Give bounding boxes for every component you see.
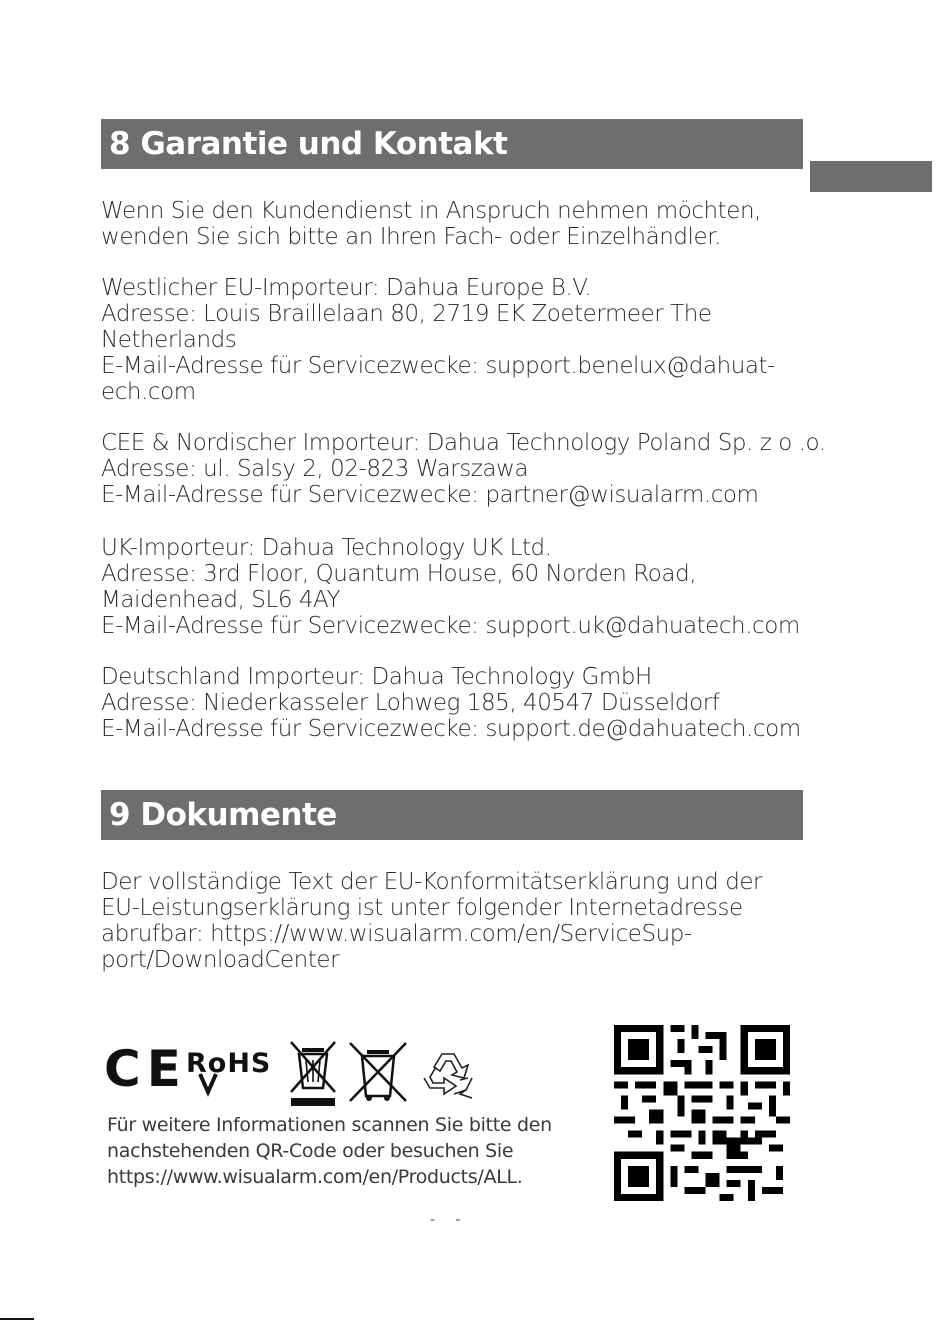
text-line: ech.com bbox=[101, 379, 196, 405]
paragraph-importer-cee bbox=[101, 430, 826, 508]
paragraph-importer-west-eu bbox=[101, 275, 811, 405]
paragraph-documents bbox=[101, 869, 811, 973]
text-line: Deutschland Importeur: Dahua Technology GmbH bbox=[101, 664, 652, 690]
text-line: Adresse: ul. Salsy 2, 02-823 Warszawa bbox=[101, 456, 529, 482]
text-line: Netherlands bbox=[101, 327, 237, 353]
text-line: nachstehenden QR-Code oder besuchen Sie bbox=[107, 1140, 514, 1162]
paragraph-service bbox=[101, 198, 811, 250]
rohs-icon: RoHS bbox=[186, 1048, 282, 1106]
text-line: E-Mail-Adresse für Servicezwecke: support.benelux@dahuat- bbox=[101, 353, 775, 379]
text-line: Adresse: Niederkasseler Lohweg 185, 40547 Düsseldorf bbox=[101, 690, 720, 716]
weee-bin-icon bbox=[288, 1038, 338, 1106]
section-title: 8 Garantie und Kontakt bbox=[109, 126, 508, 162]
qr-instructions bbox=[107, 1112, 552, 1190]
text-line: port/DownloadCenter bbox=[101, 947, 340, 973]
text-line: Maidenhead, SL6 4AY bbox=[101, 587, 341, 613]
compliance-logos bbox=[104, 1034, 484, 1106]
text-line: Wenn Sie den Kundendienst in Anspruch nehmen möchten, bbox=[101, 198, 761, 224]
text-line: EU-Leistungserklärung ist unter folgender Internetadresse bbox=[101, 895, 743, 921]
battery-bin-icon bbox=[347, 1040, 409, 1104]
text-line: abrufbar: https://www.wisualarm.com/en/ServiceSup- bbox=[101, 921, 692, 947]
text-line: Adresse: Louis Braillelaan 80, 2719 EK Zoetermeer The bbox=[101, 301, 712, 327]
section-heading-documents bbox=[101, 790, 803, 840]
paragraph-importer-de bbox=[101, 664, 811, 742]
page-number: - - bbox=[430, 1212, 469, 1228]
text-line: UK-Importeur: Dahua Technology UK Ltd. bbox=[101, 535, 552, 561]
text-line: E-Mail-Adresse für Servicezwecke: partner@wisualarm.com bbox=[101, 482, 759, 508]
text-line: https://www.wisualarm.com/en/Products/ALL. bbox=[107, 1166, 523, 1188]
text-line: Westlicher EU-Importeur: Dahua Europe B.V. bbox=[101, 275, 592, 301]
section-title: 9 Dokumente bbox=[109, 797, 337, 833]
text-line: Für weitere Informationen scannen Sie bitte den bbox=[107, 1114, 552, 1136]
text-line: Der vollständige Text der EU-Konformitätserklärung und der bbox=[101, 869, 763, 895]
side-tab-marker bbox=[810, 161, 932, 192]
text-line: wenden Sie sich bitte an Ihren Fach- oder Einzelhändler. bbox=[101, 224, 721, 250]
text-line: Adresse: 3rd Floor, Quantum House, 60 Norden Road, bbox=[101, 561, 697, 587]
section-heading-warranty bbox=[101, 119, 803, 169]
ce-mark-icon: CE bbox=[104, 1040, 187, 1098]
qr-code-icon[interactable] bbox=[614, 1025, 790, 1201]
crop-mark bbox=[0, 1318, 34, 1320]
text-line: E-Mail-Adresse für Servicezwecke: support.de@dahuatech.com bbox=[101, 716, 801, 742]
recycle-icon bbox=[416, 1048, 480, 1104]
text-line: E-Mail-Adresse für Servicezwecke: support.uk@dahuatech.com bbox=[101, 613, 800, 639]
paragraph-importer-uk bbox=[101, 535, 811, 639]
text-line: CEE & Nordischer Importeur: Dahua Technology Poland Sp. z o .o. bbox=[101, 430, 826, 456]
